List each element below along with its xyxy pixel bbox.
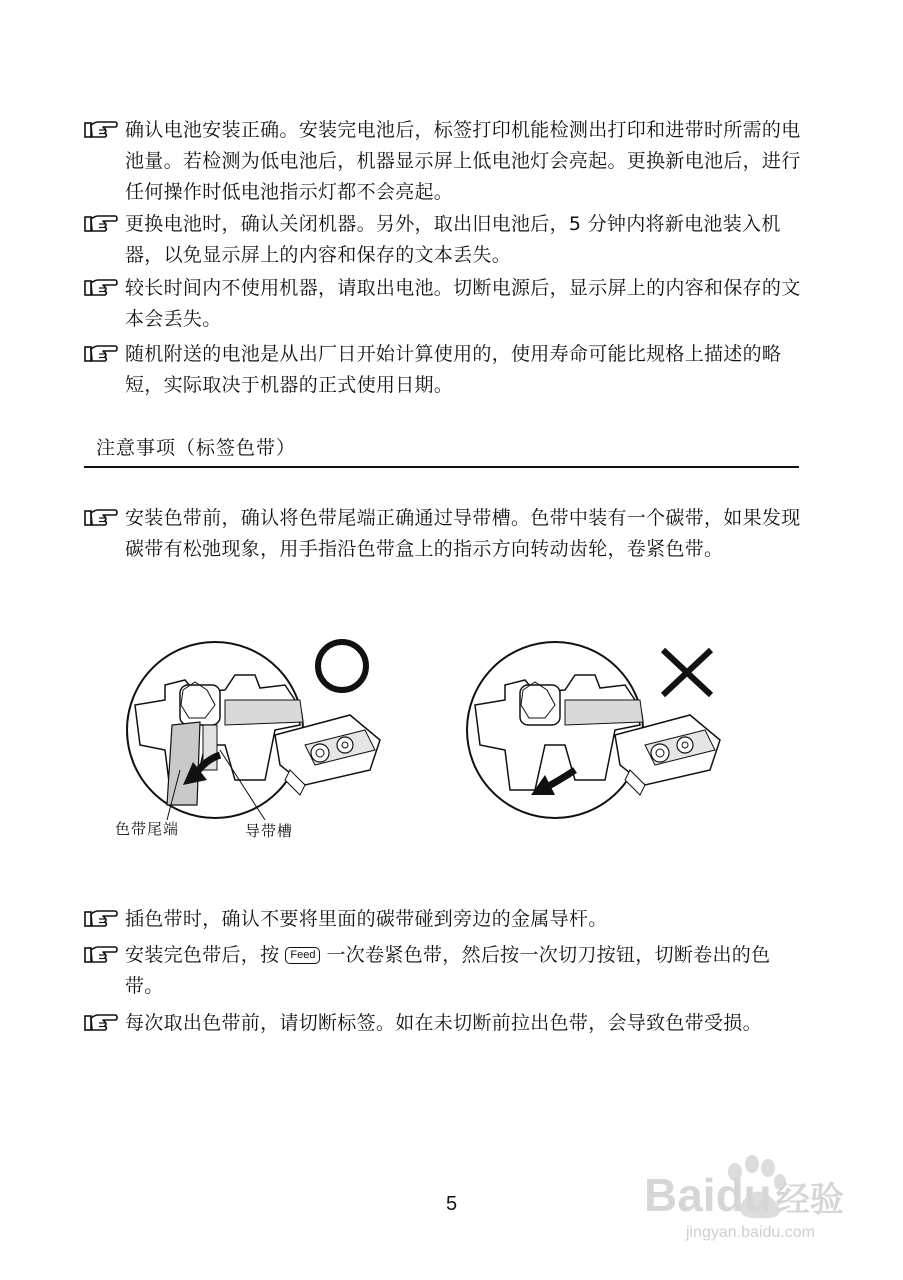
note-battery-life <box>84 339 804 401</box>
label-tape-end: 色带尾端 <box>115 820 180 838</box>
note-battery-remove <box>84 273 804 335</box>
pointing-hand-icon <box>84 908 118 930</box>
pointing-hand-icon <box>84 119 118 141</box>
feed-key-icon: Feed <box>285 947 320 964</box>
note-text-after: 一次卷紧色带，然后按一次切刀按钮，切断卷出的色带。 <box>125 944 771 997</box>
correct-circle-icon <box>312 636 372 696</box>
note-text: 确认电池安装正确。安装完电池后，标签打印机能检测出打印和进带时所需的电池量。若检测为低电池后，机器显示屏上低电池灯会亮起。更换新电池后，进行任何操作时低电池指示灯都不会亮起。 <box>125 119 801 203</box>
pointing-hand-icon <box>84 213 118 235</box>
note-tape-feed <box>84 940 804 1002</box>
section-divider <box>84 466 799 468</box>
baidu-watermark <box>640 1150 860 1250</box>
note-text-before: 安装完色带后，按 <box>125 944 280 966</box>
note-text: 每次取出色带前，请切断标签。如在未切断前拉出色带，会导致色带受损。 <box>125 1012 762 1034</box>
pointing-hand-icon <box>84 277 118 299</box>
watermark-brand: Baidu <box>644 1169 772 1221</box>
note-text: 插色带时，确认不要将里面的碳带碰到旁边的金属导杆。 <box>125 908 608 930</box>
note-text: 较长时间内不使用机器，请取出电池。切断电源后，显示屏上的内容和保存的文本会丢失。 <box>125 277 801 330</box>
label-guide-slot: 导带槽 <box>245 822 294 840</box>
note-tape-insert <box>84 904 804 935</box>
pointing-hand-icon <box>84 1012 118 1034</box>
note-text <box>125 940 804 1002</box>
watermark-suffix: 经验 <box>775 1181 844 1219</box>
note-tape-install <box>84 503 804 565</box>
watermark-url: jingyan.baidu.com <box>686 1224 815 1241</box>
wrong-cross-icon <box>657 645 717 700</box>
section-title: 注意事项（标签色带） <box>96 437 297 459</box>
pointing-hand-icon <box>84 343 118 365</box>
note-text: 安装色带前，确认将色带尾端正确通过导带槽。色带中装有一个碳带，如果发现碳带有松弛现象，用手指沿色带盒上的指示方向转动齿轮，卷紧色带。 <box>125 507 801 560</box>
pointing-hand-icon <box>84 944 118 966</box>
note-text: 随机附送的电池是从出厂日开始计算使用的，使用寿命可能比规格上描述的略短，实际取决于机器的正式使用日期。 <box>125 343 782 396</box>
pointing-hand-icon <box>84 507 118 529</box>
note-battery-replace <box>84 209 804 271</box>
note-text: 更换电池时，确认关闭机器。另外，取出旧电池后，5 分钟内将新电池装入机器，以免显示屏上的内容和保存的文本丢失。 <box>125 213 781 266</box>
note-tape-cut <box>84 1008 804 1039</box>
note-battery-install <box>84 115 804 208</box>
page-number: 5 <box>446 1193 458 1215</box>
